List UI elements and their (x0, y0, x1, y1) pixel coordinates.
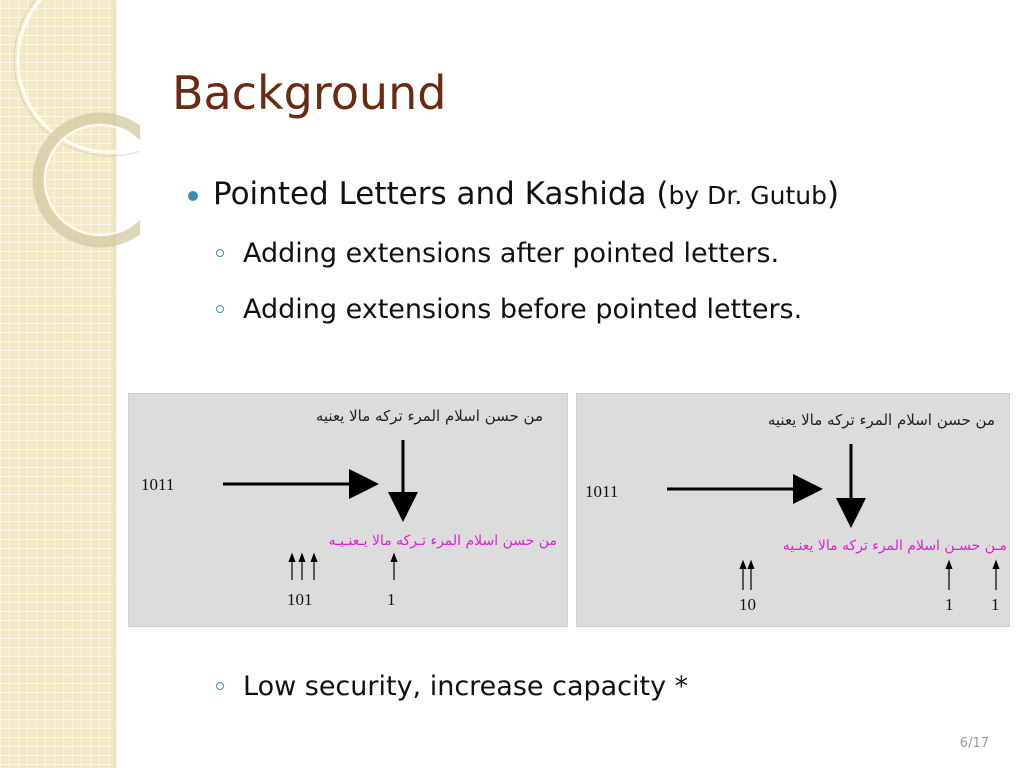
bullet-main-credit: by Dr. Gutub (668, 181, 827, 210)
stego-text: مـن حسـن اسلام المرء تركه مالا يعنـيه (782, 538, 1007, 554)
decorative-circles (0, 0, 140, 260)
sub-bullet-after (216, 238, 779, 269)
slide-title: Background (172, 66, 447, 120)
sub-bullet-ring-icon (216, 305, 224, 313)
bits-label-right: 1 (387, 590, 396, 609)
page-number: 6/17 (959, 736, 989, 751)
arrows-diagram (577, 394, 1009, 626)
secret-bits: 1011 (141, 475, 175, 494)
figure-after-pointed (128, 393, 568, 627)
cover-text: من حسن اسلام المرء تركه مالا يعنيه (315, 407, 543, 425)
sub-bullet-ring-icon (216, 682, 224, 690)
sub-bullet-after-text: Adding extensions after pointed letters. (243, 238, 780, 269)
bullet-pointed-letters (190, 176, 839, 212)
bits-label-right: 1 (991, 595, 1000, 614)
secret-bits: 1011 (585, 482, 619, 501)
arrows-diagram (129, 394, 567, 626)
stego-text: من حسن اسلام المرء تـركه مالا يـعنـيـه (328, 533, 557, 549)
cover-text: من حسن اسلام المرء تركه مالا يعنيه (767, 411, 995, 429)
sub-bullet-security-text: Low security, increase capacity * (243, 671, 689, 702)
sub-bullet-ring-icon (216, 249, 224, 257)
bullet-main-prefix: Pointed Letters and Kashida ( (213, 176, 669, 212)
bits-label-left: 10 (739, 595, 756, 614)
figure-before-pointed (576, 393, 1010, 627)
bullet-dot-icon (188, 191, 198, 201)
bullet-main-suffix: ) (826, 176, 840, 212)
sub-bullet-security (216, 671, 688, 702)
sub-bullet-before-text: Adding extensions before pointed letters. (243, 294, 803, 325)
sub-bullet-before (216, 294, 802, 325)
bits-label-left: 101 (287, 590, 313, 609)
bits-label-mid: 1 (945, 595, 954, 614)
